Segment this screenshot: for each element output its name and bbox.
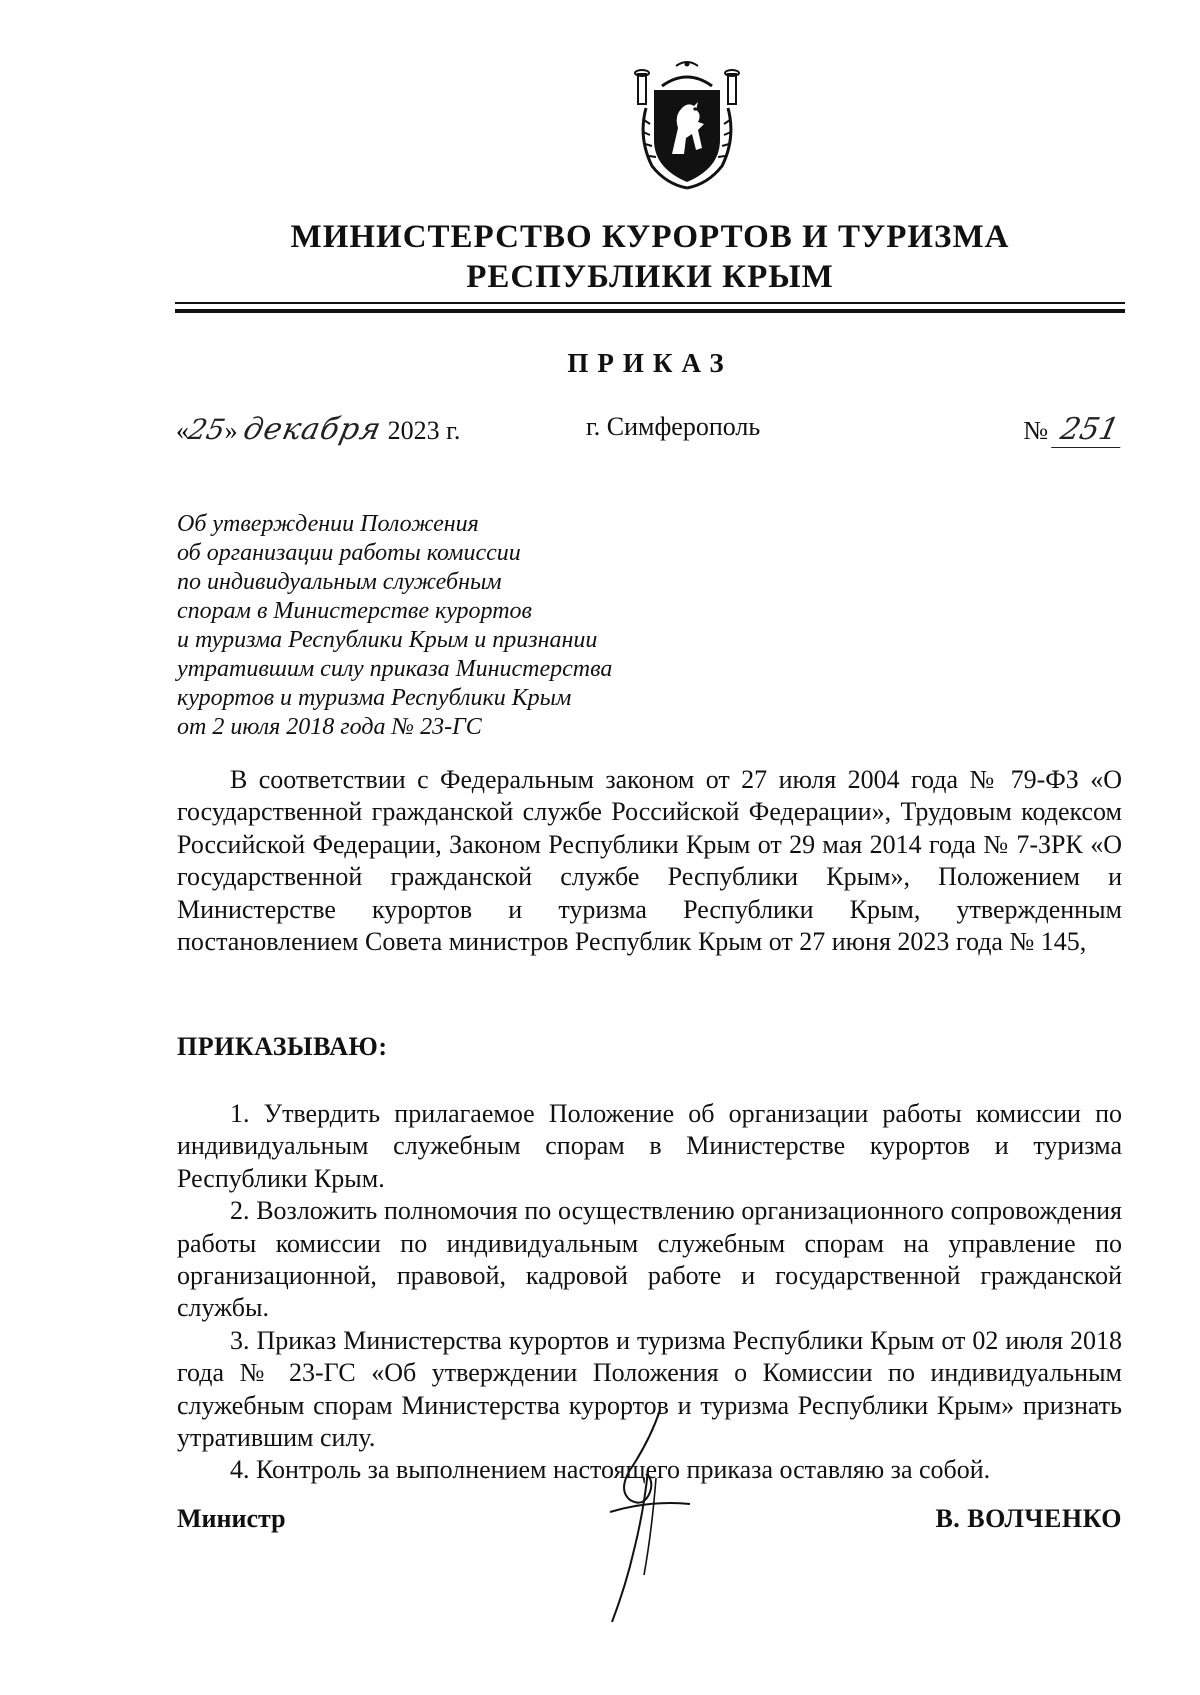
subject-line: от 2 июля 2018 года № 23-ГС <box>177 714 482 740</box>
number-value: 251 <box>1051 412 1128 448</box>
signatory-name: В. ВОЛЧЕНКО <box>935 1504 1122 1533</box>
order-item: 1. Утвердить прилагаемое Положение об организации работы комиссии по индивидуальным служебным спорам в Министерстве курортов и туризма Республики Крым. <box>177 1099 1122 1193</box>
subject-line: об организации работы комиссии <box>177 540 521 566</box>
ministry-title <box>200 217 1100 297</box>
header-divider-thick <box>175 309 1125 313</box>
order-word: ПРИКАЗЫВАЮ: <box>177 1032 388 1061</box>
preamble <box>177 764 1122 958</box>
signatory-title: Министр <box>177 1504 286 1533</box>
document-number <box>1023 412 1124 448</box>
handwritten-signature-icon <box>590 1400 730 1630</box>
document-meta <box>176 412 1124 456</box>
date-year: 2023 г. <box>387 416 461 445</box>
ministry-title-line2: РЕСПУБЛИКИ КРЫМ <box>466 259 834 295</box>
subject-line: курортов и туризма Республики Крым <box>177 685 572 711</box>
subject-line: по индивидуальным служебным <box>177 569 502 595</box>
date-open-quote: « <box>176 416 189 445</box>
preamble-paragraph: В соответствии с Федеральным законом от 27 июля 2004 года № 79-ФЗ «О государственной гражданской службе Российской Федерации», Трудовым кодексом Российской Федерации, Законом Республики Крым от 29 мая 2014 года № 7-ЗРК «О государственной гражданской службе Республики Крым», Положением и Министерстве курортов и туризма Республики Крым, утвержденным постановлением Совета министров Республик Крым от 27 июня 2023 года № 145, <box>177 765 1122 957</box>
document-city: г. Симферополь <box>586 412 761 441</box>
coat-of-arms-icon <box>632 58 742 192</box>
subject-line: и туризма Республики Крым и признании <box>177 627 598 653</box>
document-date <box>176 412 460 447</box>
order-item: 2. Возложить полномочия по осуществлению организационного сопровождения работы комиссии по индивидуальным служебным спорам на управление по организационной, правовой, кадровой работе и государственной гражданской службы. <box>177 1196 1122 1323</box>
subject-line: Об утверждении Положения <box>177 511 479 537</box>
number-prefix: № <box>1023 416 1049 445</box>
subject-line: спорам в Министерстве курортов <box>177 598 532 624</box>
document-subject <box>177 510 697 742</box>
date-month: декабря <box>240 412 385 447</box>
ministry-title-line1: МИНИСТЕРСТВО КУРОРТОВ И ТУРИЗМА <box>290 219 1010 255</box>
subject-line: утратившим силу приказа Министерства <box>177 656 613 682</box>
date-close-quote: » <box>224 416 238 445</box>
document-type: ПРИКАЗ <box>567 348 733 378</box>
header-divider-thin <box>175 302 1125 304</box>
order-item: 4. Контроль за выполнением настоящего приказа оставляю за собой. <box>230 1455 991 1485</box>
order-item: 3. Приказ Министерства курортов и туризма Республики Крым от 02 июля 2018 года № 23-ГС «Об утверждении Положения о Комиссии по индивидуальным служебным спорам Министерства курортов и туризма Республики Крым» признать утратившим силу. <box>177 1325 1122 1453</box>
date-day: 25 <box>185 413 229 446</box>
